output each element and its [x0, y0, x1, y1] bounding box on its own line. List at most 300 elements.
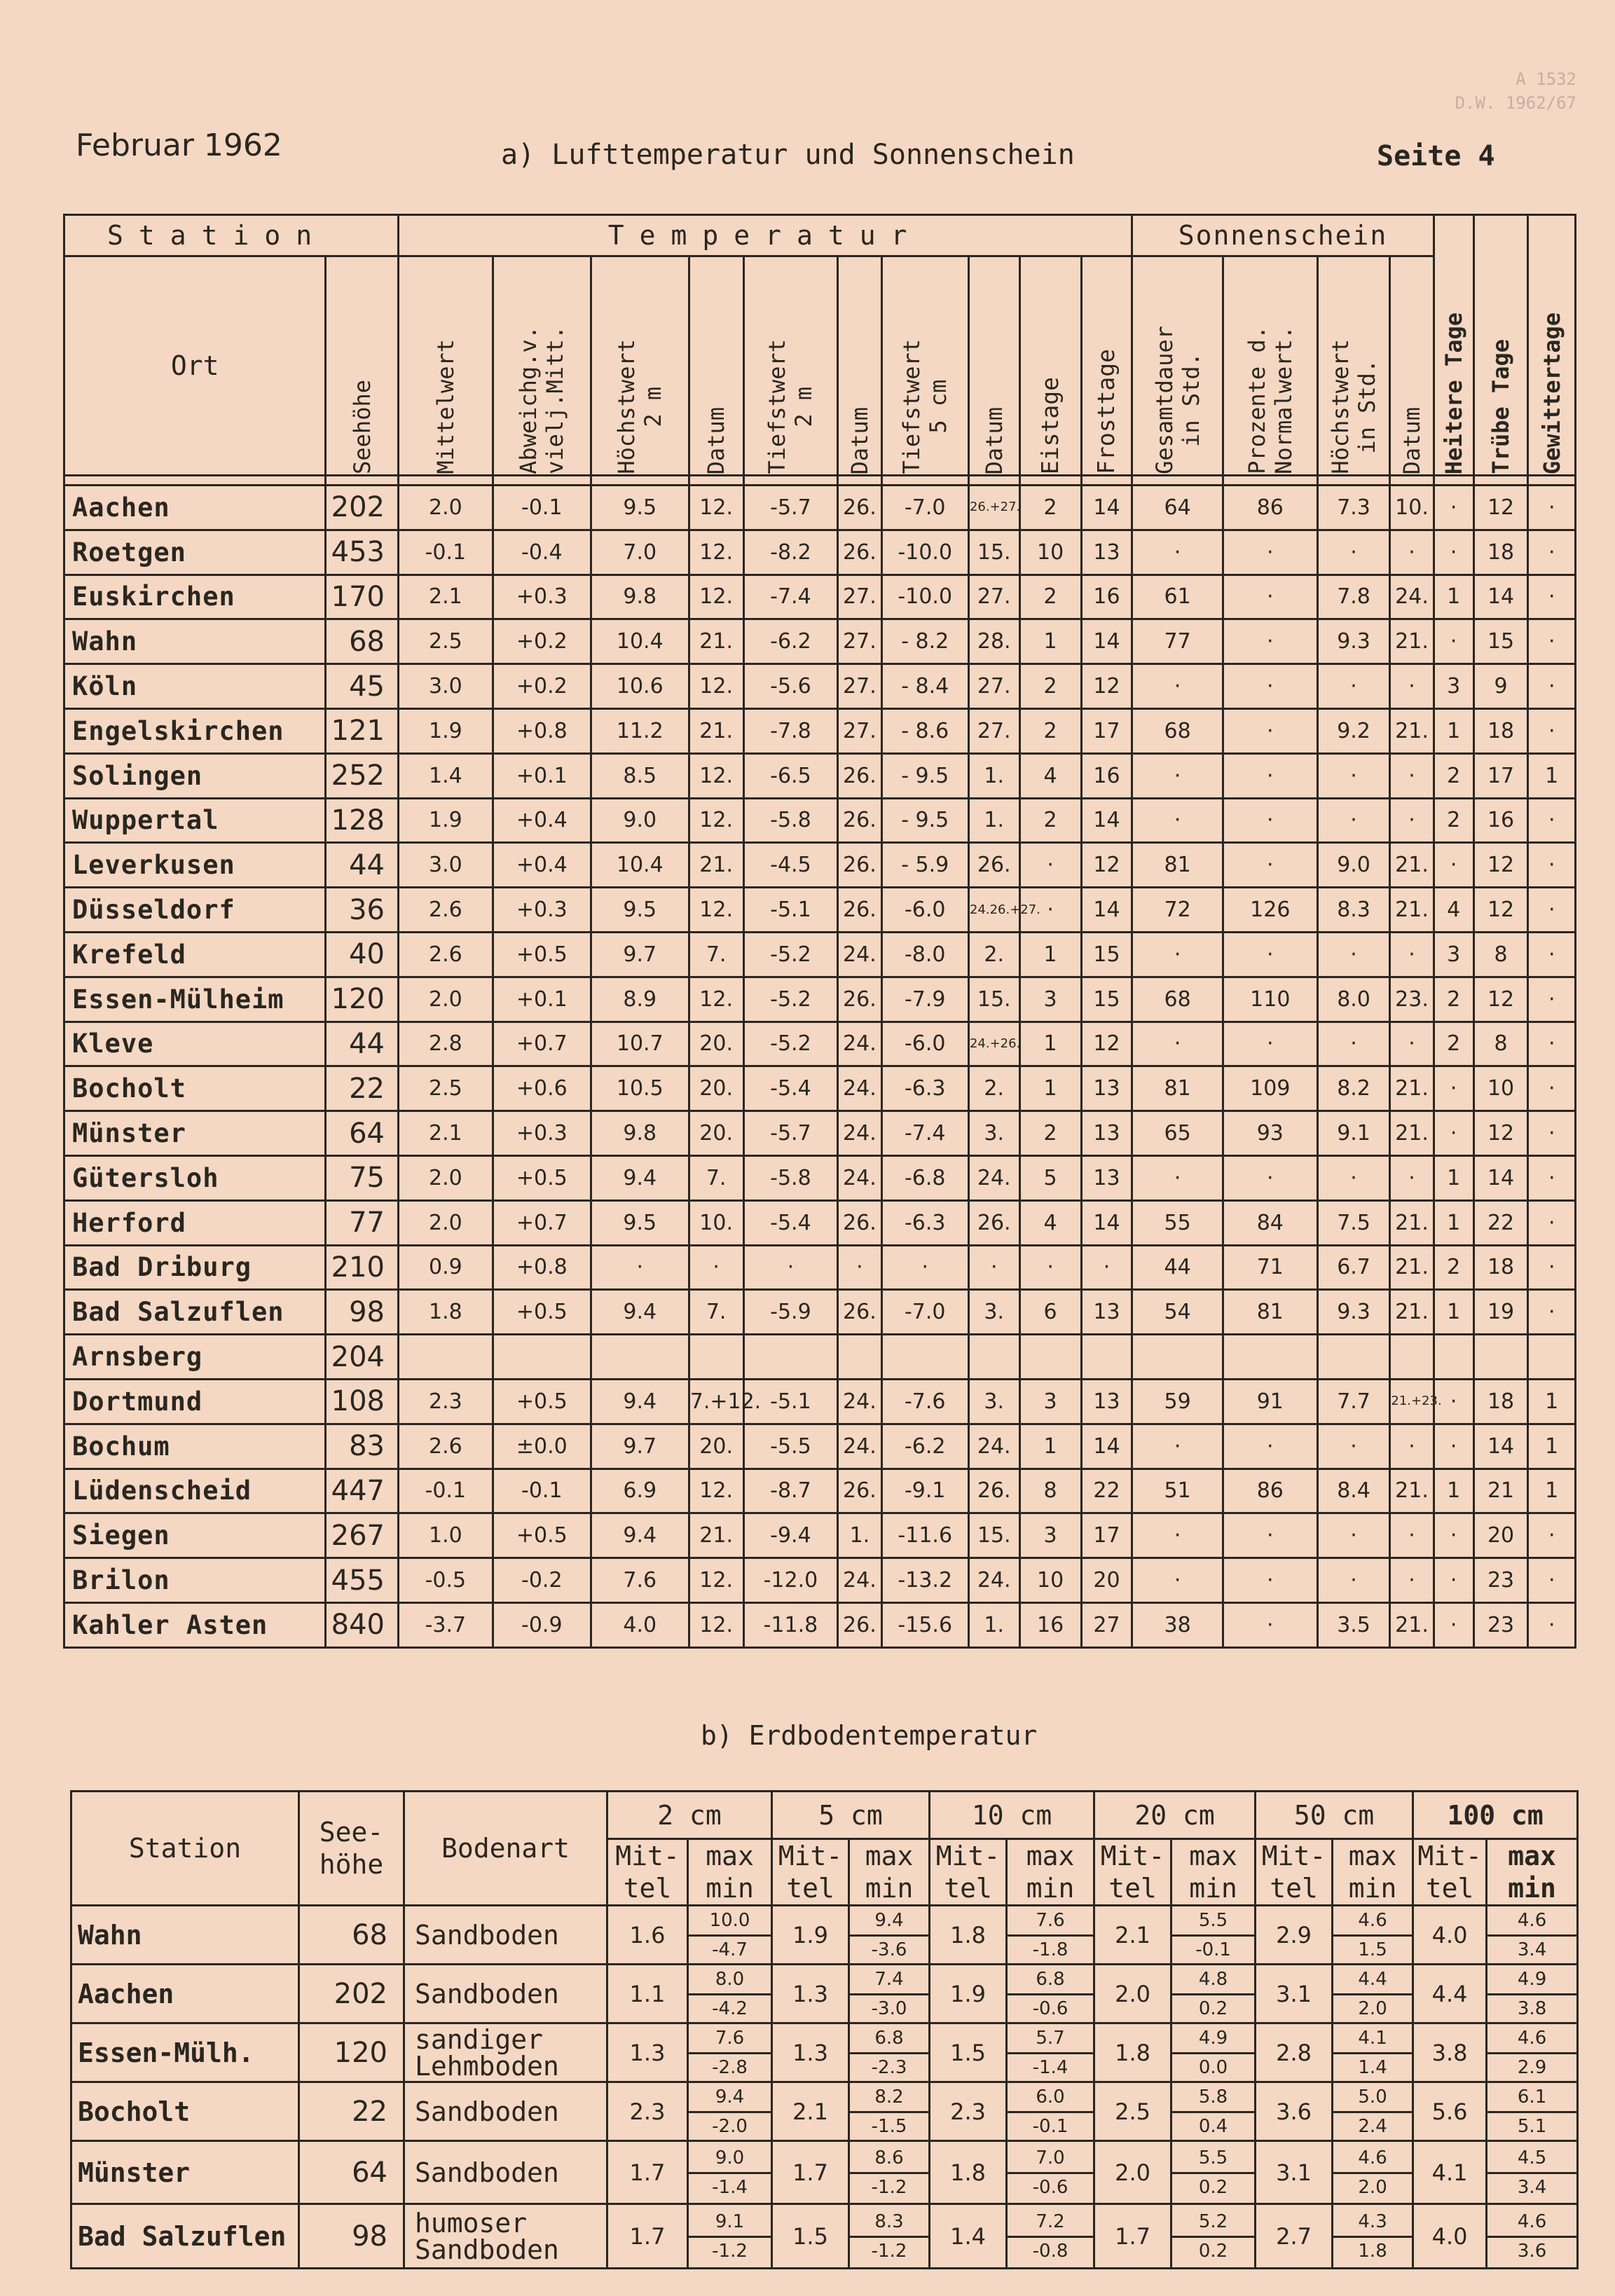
value-max: 7.0: [1008, 2144, 1093, 2174]
table-row: [64, 1066, 1576, 1111]
cell-sun-percent: ·: [1223, 753, 1317, 798]
cell-sun-date: 10.: [1390, 486, 1434, 530]
col-seehoehe: [326, 256, 399, 476]
value-min: -0.6: [1032, 2177, 1068, 2198]
cell-soil-type: sandiger Lehmboden: [404, 2023, 607, 2082]
cell-max-min: [1487, 2082, 1578, 2141]
cell-sun-percent: ·: [1223, 530, 1317, 575]
cell-mean: 2.5: [1094, 2082, 1171, 2141]
cell-thunder-days: ·: [1528, 1066, 1576, 1111]
value-min: -3.6: [871, 1939, 907, 1960]
cell-date-min-5cm: ·: [968, 1245, 1019, 1290]
value-min: -2.3: [871, 2057, 907, 2078]
cell-frost-days: [1081, 1335, 1132, 1380]
cell-max-min: [1171, 2023, 1256, 2082]
cell-min-5cm: -10.0: [881, 575, 968, 619]
cell-station-name: Solingen: [64, 753, 326, 798]
cell-ice-days: 8: [1019, 1469, 1081, 1513]
cell-frost-days: 16: [1081, 753, 1132, 798]
cell-station-name: Bocholt: [64, 1066, 326, 1111]
cell-max-min: [1171, 2082, 1256, 2141]
table-row: [64, 1111, 1576, 1156]
cell-thunder-days: 1: [1528, 753, 1576, 798]
cell-frost-days: 15: [1081, 932, 1132, 977]
cell-date-max: 12.: [689, 486, 743, 530]
cell-min-2m: -6.2: [743, 619, 838, 664]
cell-min-5cm: - 5.9: [881, 843, 968, 888]
cell-max-min: [1171, 2204, 1256, 2269]
value-max: 5.7: [1008, 2024, 1093, 2054]
cell-deviation: [493, 1335, 591, 1380]
cell-sun-max: 7.5: [1317, 1200, 1390, 1245]
cell-deviation: -0.1: [493, 486, 591, 530]
cell-date-min-5cm: 24.+26.: [968, 1022, 1019, 1066]
cell-sun-total: ·: [1132, 1558, 1223, 1603]
cell-station-name: Krefeld: [64, 932, 326, 977]
cell-ice-days: 2: [1019, 708, 1081, 753]
value-min: 2.4: [1358, 2116, 1387, 2137]
cell-deviation: +0.3: [493, 1111, 591, 1156]
value-max: 6.8: [850, 2024, 928, 2054]
cell-max-2m: 9.8: [591, 1111, 689, 1156]
cell-max-2m: 9.7: [591, 932, 689, 977]
group-temperature: Temperatur: [398, 215, 1132, 256]
cell-deviation: +0.4: [493, 798, 591, 843]
cell-ice-days: 2: [1019, 1111, 1081, 1156]
value-min: -0.1: [1195, 1939, 1231, 1960]
cell-deviation: +0.1: [493, 977, 591, 1022]
table-row: [64, 575, 1576, 619]
cell-date-max: 12.: [689, 888, 743, 933]
cell-overcast-days: 10: [1473, 1066, 1528, 1111]
col-datum-max: [689, 256, 743, 476]
table-row: [64, 1290, 1576, 1335]
cell-sun-date: ·: [1390, 530, 1434, 575]
table-row: [64, 932, 1576, 977]
value-max: 5.5: [1172, 1906, 1254, 1937]
value-min: -2.8: [712, 2057, 748, 2078]
cell-max-2m: 8.5: [591, 753, 689, 798]
cell-height: 252: [326, 753, 399, 798]
table-row: [71, 2204, 1578, 2269]
col-label: Trübe Tage: [1487, 339, 1515, 474]
value-min: 0.0: [1198, 2057, 1228, 2078]
cell-sun-date: 21.+23.: [1390, 1379, 1434, 1424]
cell-date-min-5cm: 26.: [968, 1469, 1019, 1513]
cell-thunder-days: ·: [1528, 888, 1576, 933]
cell-height: 68: [326, 619, 399, 664]
cell-sun-percent: ·: [1223, 708, 1317, 753]
cell-sun-max: 8.3: [1317, 888, 1390, 933]
cell-sun-date: 21.: [1390, 1066, 1434, 1111]
cell-ice-days: 4: [1019, 1200, 1081, 1245]
col-label: Seehöhe: [348, 380, 376, 474]
cell-sun-max: 6.7: [1317, 1245, 1390, 1290]
value-min: 0.2: [1198, 1998, 1228, 2019]
value-max: 4.3: [1333, 2208, 1412, 2238]
cell-mean: 3.6: [1256, 2082, 1333, 2141]
cell-mean: 1.7: [607, 2204, 688, 2269]
cell-mean: 1.7: [772, 2141, 849, 2204]
col-datum-min5: [968, 256, 1019, 476]
value-max: 4.9: [1172, 2024, 1254, 2054]
cell-max-2m: 9.7: [591, 1424, 689, 1469]
group-sunshine: Sonnenschein: [1132, 215, 1434, 256]
cell-clear-days: 2: [1434, 1022, 1473, 1066]
col-hoechstwert-sun: [1317, 256, 1390, 476]
cell-thunder-days: ·: [1528, 843, 1576, 888]
cell-thunder-days: 1: [1528, 1424, 1576, 1469]
soil-temperature-title: b) Erdbodentemperatur: [701, 1720, 1038, 1751]
cell-mean: 1.9: [772, 1906, 849, 1965]
cell-min-2m: -5.8: [743, 1155, 838, 1200]
cell-sun-max: 7.3: [1317, 486, 1390, 530]
cell-min-5cm: ·: [881, 1245, 968, 1290]
cell-deviation: +0.3: [493, 888, 591, 933]
cell-mean: 1.7: [607, 2141, 688, 2204]
cell-sun-total: ·: [1132, 1424, 1223, 1469]
value-min: -3.0: [871, 1998, 907, 2019]
cell-date-min-2m: 27.: [838, 575, 881, 619]
cell-date-max: 10.: [689, 1200, 743, 1245]
cell-mean: 3.1: [1256, 1965, 1333, 2023]
cell-deviation: +0.5: [493, 1290, 591, 1335]
cell-overcast-days: 15: [1473, 619, 1528, 664]
cell-date-min-5cm: 26.: [968, 843, 1019, 888]
value-min: -0.1: [1032, 2116, 1068, 2137]
value-max: 4.9: [1487, 1965, 1576, 1995]
cell-height: 77: [326, 1200, 399, 1245]
cell-max-2m: 7.6: [591, 1558, 689, 1603]
value-max: 6.8: [1008, 1965, 1093, 1995]
cell-max-2m: 9.4: [591, 1290, 689, 1335]
table-row: [64, 1155, 1576, 1200]
cell-sun-total: 77: [1132, 619, 1223, 664]
cell-clear-days: ·: [1434, 1066, 1473, 1111]
cell-max-min: [1007, 2204, 1094, 2269]
cell-sun-percent: 86: [1223, 1469, 1317, 1513]
cell-date-min-5cm: 27.: [968, 664, 1019, 709]
cell-sun-max: 9.2: [1317, 708, 1390, 753]
cell-date-max: 12.: [689, 664, 743, 709]
table-row: [64, 619, 1576, 664]
cell-sun-date: 24.: [1390, 575, 1434, 619]
cell-date-min-2m: 24.: [838, 1155, 881, 1200]
cell-station-name: Gütersloh: [64, 1155, 326, 1200]
cell-clear-days: ·: [1434, 1513, 1473, 1558]
cell-clear-days: 1: [1434, 708, 1473, 753]
cell-date-max: 7.+12.: [689, 1379, 743, 1424]
cell-max-min: [1171, 1906, 1256, 1965]
group-station: Station: [64, 215, 399, 256]
cell-thunder-days: ·: [1528, 708, 1576, 753]
cell-height: 128: [326, 798, 399, 843]
value-max: 5.0: [1333, 2083, 1412, 2113]
cell-mean: 2.8: [398, 1022, 493, 1066]
cell-frost-days: 14: [1081, 619, 1132, 664]
cell-station-name: Münster: [64, 1111, 326, 1156]
col-truebe: [1473, 215, 1528, 476]
cell-mean: 4.1: [1413, 2141, 1487, 2204]
col-label: Frosttage: [1092, 349, 1120, 474]
cell-clear-days: ·: [1434, 486, 1473, 530]
value-min: 0.2: [1198, 2177, 1228, 2198]
cell-ice-days: 2: [1019, 664, 1081, 709]
cell-sun-max: ·: [1317, 798, 1390, 843]
cell-soil-type: Sandboden: [404, 2082, 607, 2141]
col-label: Datum: [1398, 406, 1426, 474]
cell-mean: 1.7: [1094, 2204, 1171, 2269]
cell-date-min-5cm: 26.: [968, 1200, 1019, 1245]
col-label: Gesamtdauer in Std.: [1150, 326, 1204, 474]
cell-min-5cm: - 9.5: [881, 798, 968, 843]
cell-min-2m: -4.5: [743, 843, 838, 888]
cell-min-5cm: -6.0: [881, 888, 968, 933]
cell-max-min: [688, 1906, 772, 1965]
cell-deviation: +0.5: [493, 1155, 591, 1200]
col-heitere: [1434, 215, 1473, 476]
sub-mittel: Mit- tel: [607, 1839, 688, 1906]
cell-min-2m: -7.8: [743, 708, 838, 753]
cell-deviation: +0.8: [493, 708, 591, 753]
cell-station-name: Leverkusen: [64, 843, 326, 888]
value-max: 4.6: [1487, 1906, 1576, 1937]
cell-min-2m: -5.4: [743, 1200, 838, 1245]
cell-mean: 2.1: [398, 575, 493, 619]
cell-sun-percent: ·: [1223, 1602, 1317, 1647]
cell-height: 64: [326, 1111, 399, 1156]
cell-frost-days: 27: [1081, 1602, 1132, 1647]
table-row: [64, 664, 1576, 709]
cell-sun-max: [1317, 1335, 1390, 1380]
cell-max-2m: 9.0: [591, 798, 689, 843]
cell-clear-days: 4: [1434, 888, 1473, 933]
cell-min-2m: -5.9: [743, 1290, 838, 1335]
value-max: 10.0: [689, 1906, 771, 1937]
value-min: -1.8: [1032, 1939, 1068, 1960]
value-max: 7.4: [850, 1965, 928, 1995]
cell-sun-total: ·: [1132, 1155, 1223, 1200]
cell-overcast-days: 18: [1473, 1379, 1528, 1424]
cell-date-max: 20.: [689, 1111, 743, 1156]
cell-sun-max: 9.1: [1317, 1111, 1390, 1156]
table-row: [71, 1906, 1578, 1965]
cell-mean: -0.1: [398, 530, 493, 575]
cell-sun-percent: 126: [1223, 888, 1317, 933]
cell-min-5cm: -15.6: [881, 1602, 968, 1647]
cell-max-min: [1171, 2141, 1256, 2204]
value-min: 3.4: [1517, 1939, 1547, 1960]
cell-date-min-2m: [838, 1335, 881, 1380]
cell-ice-days: 5: [1019, 1155, 1081, 1200]
cell-height: 108: [326, 1379, 399, 1424]
cell-height: 210: [326, 1245, 399, 1290]
cell-overcast-days: 23: [1473, 1558, 1528, 1603]
cell-max-2m: 4.0: [591, 1602, 689, 1647]
section-title: a) Lufttemperatur und Sonnenschein: [501, 139, 1075, 171]
cell-station-name: Lüdenscheid: [64, 1469, 326, 1513]
cell-date-min-5cm: 15.: [968, 530, 1019, 575]
cell-date-min-5cm: 15.: [968, 1513, 1019, 1558]
cell-ice-days: ·: [1019, 843, 1081, 888]
cell-height: 75: [326, 1155, 399, 1200]
cell-station-name: Wuppertal: [64, 798, 326, 843]
cell-soil-type: humoser Sandboden: [404, 2204, 607, 2269]
cell-mean: 2.3: [930, 2082, 1007, 2141]
cell-thunder-days: ·: [1528, 1111, 1576, 1156]
cell-height: 202: [299, 1965, 404, 2023]
table-row: [64, 530, 1576, 575]
cell-sun-date: ·: [1390, 1155, 1434, 1200]
cell-min-5cm: - 8.6: [881, 708, 968, 753]
cell-station-name: Aachen: [64, 486, 326, 530]
cell-frost-days: 20: [1081, 1558, 1132, 1603]
cell-min-5cm: -7.0: [881, 486, 968, 530]
cell-min-2m: -11.8: [743, 1602, 838, 1647]
cell-min-2m: ·: [743, 1245, 838, 1290]
depth-header: 20 cm: [1094, 1792, 1256, 1839]
col-tiefstwert-5cm: [881, 256, 968, 476]
cell-mean: 3.0: [398, 843, 493, 888]
cell-deviation: +0.8: [493, 1245, 591, 1290]
cell-max-min: [1333, 2141, 1413, 2204]
cell-clear-days: ·: [1434, 1424, 1473, 1469]
cell-sun-max: 9.0: [1317, 843, 1390, 888]
cell-sun-percent: 81: [1223, 1290, 1317, 1335]
value-min: 1.8: [1358, 2241, 1387, 2262]
cell-date-min-5cm: 24.: [968, 1155, 1019, 1200]
cell-max-min: [849, 2082, 930, 2141]
cell-date-max: 12.: [689, 977, 743, 1022]
cell-min-2m: -5.2: [743, 977, 838, 1022]
sub-maxmin: max min: [1487, 1839, 1578, 1906]
cell-min-5cm: -10.0: [881, 530, 968, 575]
cell-station-name: Kleve: [64, 1022, 326, 1066]
table-row: [64, 486, 1576, 530]
table-row: [64, 888, 1576, 933]
cell-thunder-days: ·: [1528, 1513, 1576, 1558]
cell-sun-date: ·: [1390, 664, 1434, 709]
cell-date-min-2m: 24.: [838, 1066, 881, 1111]
cell-frost-days: 13: [1081, 1066, 1132, 1111]
cell-station-name: Bad Salzuflen: [71, 2204, 299, 2269]
value-min: -4.2: [712, 1998, 748, 2019]
cell-mean: 4.0: [1413, 1906, 1487, 1965]
cell-date-min-2m: 26.: [838, 486, 881, 530]
cell-sun-date: 21.: [1390, 888, 1434, 933]
cell-sun-date: 21.: [1390, 1290, 1434, 1335]
cell-height: 45: [326, 664, 399, 709]
cell-mean: 1.4: [930, 2204, 1007, 2269]
col-mittelwert: [398, 256, 493, 476]
sub-maxmin: max min: [1007, 1839, 1094, 1906]
table-row: [64, 1558, 1576, 1603]
cell-thunder-days: ·: [1528, 530, 1576, 575]
cell-date-min-2m: 26.: [838, 843, 881, 888]
cell-height: 44: [326, 1022, 399, 1066]
cell-station-name: Düsseldorf: [64, 888, 326, 933]
cell-max-2m: 10.4: [591, 843, 689, 888]
cell-ice-days: 1: [1019, 619, 1081, 664]
col-label: Heitere Tage: [1440, 312, 1467, 474]
sub-mittel: Mit- tel: [772, 1839, 849, 1906]
cell-min-5cm: -6.0: [881, 1022, 968, 1066]
cell-sun-percent: ·: [1223, 1424, 1317, 1469]
value-min: -0.6: [1032, 1998, 1068, 2019]
value-max: 9.4: [850, 1906, 928, 1937]
air-temperature-table: [63, 214, 1576, 1649]
cell-clear-days: ·: [1434, 1558, 1473, 1603]
value-min: 2.0: [1358, 2177, 1387, 2198]
cell-sun-total: 65: [1132, 1111, 1223, 1156]
cell-sun-total: 38: [1132, 1602, 1223, 1647]
cell-station-name: Dortmund: [64, 1379, 326, 1424]
cell-max-2m: [591, 1335, 689, 1380]
cell-deviation: +0.5: [493, 1513, 591, 1558]
cell-min-5cm: -7.4: [881, 1111, 968, 1156]
cell-mean: 1.5: [772, 2204, 849, 2269]
cell-max-min: [1007, 2023, 1094, 2082]
cell-date-min-2m: 26.: [838, 1290, 881, 1335]
cell-thunder-days: ·: [1528, 664, 1576, 709]
cell-date-min-5cm: 1.: [968, 753, 1019, 798]
cell-min-2m: -5.6: [743, 664, 838, 709]
value-max: 4.6: [1333, 1906, 1412, 1937]
cell-deviation: +0.7: [493, 1022, 591, 1066]
cell-max-min: [1487, 2023, 1578, 2082]
cell-sun-date: 21.: [1390, 1200, 1434, 1245]
cell-station-name: Essen-Mülheim: [64, 977, 326, 1022]
cell-sun-total: ·: [1132, 798, 1223, 843]
cell-mean: 2.1: [398, 1111, 493, 1156]
cell-max-min: [688, 1965, 772, 2023]
cell-ice-days: 3: [1019, 1513, 1081, 1558]
cell-min-5cm: -6.3: [881, 1200, 968, 1245]
cell-date-max: 7.: [689, 1155, 743, 1200]
value-max: 9.1: [689, 2208, 771, 2238]
cell-overcast-days: 20: [1473, 1513, 1528, 1558]
cell-thunder-days: ·: [1528, 1155, 1576, 1200]
cell-mean: 2.3: [398, 1379, 493, 1424]
depth-header: 100 cm: [1413, 1792, 1578, 1839]
cell-height: 64: [299, 2141, 404, 2204]
cell-overcast-days: 12: [1473, 1111, 1528, 1156]
spacer-row: [64, 476, 1576, 486]
cell-clear-days: 1: [1434, 1290, 1473, 1335]
cell-min-5cm: -9.1: [881, 1469, 968, 1513]
cell-date-min-5cm: 24.: [968, 1424, 1019, 1469]
cell-date-max: 12.: [689, 530, 743, 575]
cell-deviation: +0.7: [493, 1200, 591, 1245]
value-max: 4.6: [1333, 2144, 1412, 2174]
cell-min-5cm: -11.6: [881, 1513, 968, 1558]
cell-min-2m: -5.2: [743, 932, 838, 977]
value-max: 4.1: [1333, 2024, 1412, 2054]
cell-overcast-days: 12: [1473, 977, 1528, 1022]
cell-sun-max: 8.2: [1317, 1066, 1390, 1111]
cell-overcast-days: 8: [1473, 1022, 1528, 1066]
cell-overcast-days: 16: [1473, 798, 1528, 843]
cell-deviation: +0.4: [493, 843, 591, 888]
cell-station-name: Engelskirchen: [64, 708, 326, 753]
cell-date-max: 12.: [689, 575, 743, 619]
cell-sun-percent: ·: [1223, 1558, 1317, 1603]
cell-clear-days: ·: [1434, 619, 1473, 664]
cell-sun-max: ·: [1317, 753, 1390, 798]
value-min: 3.4: [1517, 2177, 1547, 2198]
cell-frost-days: ·: [1081, 1245, 1132, 1290]
cell-sun-total: 61: [1132, 575, 1223, 619]
